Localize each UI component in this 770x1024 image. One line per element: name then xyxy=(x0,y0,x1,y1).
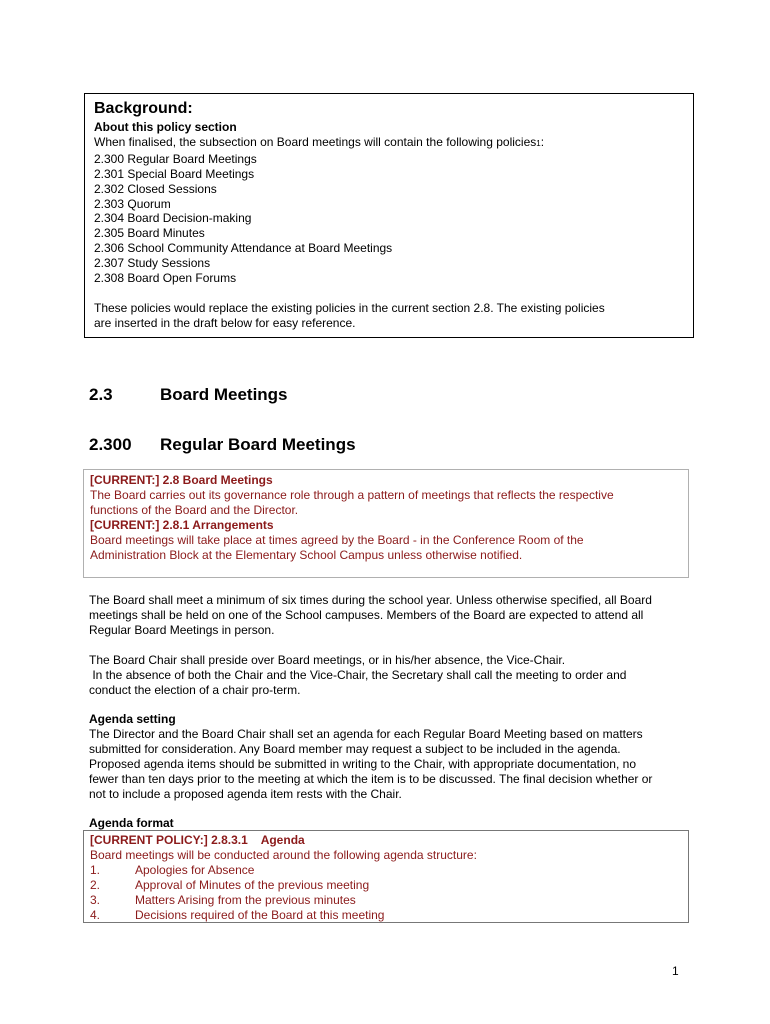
background-box xyxy=(84,93,694,338)
current-heading-arrangements: [CURRENT:] 2.8.1 Arrangements xyxy=(90,518,274,532)
agenda-format-heading: Agenda format xyxy=(89,816,174,830)
page-number: 1 xyxy=(672,964,679,978)
agenda-item: 3. Matters Arising from the previous minutes xyxy=(90,893,356,907)
policy-item: 2.302 Closed Sessions xyxy=(94,181,217,196)
policy-item: 2.308 Board Open Forums xyxy=(94,271,237,286)
section-title: Board Meetings xyxy=(160,385,288,404)
agenda-item: 1. Apologies for Absence xyxy=(90,863,255,877)
section-number: 2.3 xyxy=(89,385,113,404)
section-heading-2-3 xyxy=(89,385,288,405)
paragraph-chair: The Board Chair shall preside over Board meetings, or in his/her absence, the Vice-Chair. In the absence of both the Chair and the Vice-Chair, the Secretary shall call the meeting to order and conduct the election of a chair pro-term. xyxy=(89,653,627,697)
policy-item: 2.307 Study Sessions xyxy=(94,256,211,271)
policy-list xyxy=(94,152,684,286)
background-closing: These policies would replace the existing policies in the current section 2.8. The existing policies are inserted in the draft below for easy reference. xyxy=(94,300,605,330)
agenda-policy-box xyxy=(83,830,689,923)
policy-item: 2.305 Board Minutes xyxy=(94,226,205,241)
background-intro: When finalised, the subsection on Board meetings will contain the following policies1: xyxy=(94,134,545,149)
section-title: Regular Board Meetings xyxy=(160,435,356,454)
policy-item: 2.306 School Community Attendance at Board Meetings xyxy=(94,241,393,256)
current-policy-box: [CURRENT:] 2.8 Board Meetings The Board carries out its governance role through a pattern of meetings that reflects the respective functions of the Board and the Director. [CURRENT:] 2.8.1 Arrangements Board meetings will take place at times agreed by the Board - in the Conference Room of the Administration Block at the Elementary School Campus unless otherwise notified. xyxy=(83,469,689,578)
section-number: 2.300 xyxy=(89,435,132,454)
section-heading-2-300 xyxy=(89,435,356,455)
agenda-setting-heading: Agenda setting xyxy=(89,712,176,726)
agenda-item: 2. Approval of Minutes of the previous meeting xyxy=(90,878,370,892)
policy-item: 2.300 Regular Board Meetings xyxy=(94,151,257,166)
background-subheading: About this policy section xyxy=(94,120,237,134)
policy-item: 2.301 Special Board Meetings xyxy=(94,166,255,181)
agenda-policy-heading: [CURRENT POLICY:] 2.8.3.1 Agenda xyxy=(90,833,305,847)
background-heading: Background: xyxy=(94,100,193,117)
policy-item: 2.304 Board Decision-making xyxy=(94,211,252,226)
current-heading-board-meetings: [CURRENT:] 2.8 Board Meetings xyxy=(90,473,273,487)
policy-item: 2.303 Quorum xyxy=(94,196,171,211)
paragraph-agenda-setting: Agenda setting The Director and the Board Chair shall set an agenda for each Regular Board Meeting based on matters submitted for consideration. Any Board member may request a subject to be included in the agenda. Proposed agenda items should be submitted in writing to the Chair, with appropriate documentation, no fewer than ten days prior to the meeting at which the item is to be discussed. The final decision whether or not to include a proposed agenda item rests with the Chair. xyxy=(89,712,689,802)
paragraph-meeting-frequency: The Board shall meet a minimum of six times during the school year. Unless otherwise specified, all Board meetings shall be held on one of the School campuses. Members of the Board are expected to attend all Regular Board Meetings in person. xyxy=(89,593,652,637)
agenda-policy-intro: Board meetings will be conducted around the following agenda structure: xyxy=(90,848,477,862)
agenda-item: 4. Decisions required of the Board at this meeting xyxy=(90,908,385,922)
footnote-reference: 1 xyxy=(536,138,541,148)
